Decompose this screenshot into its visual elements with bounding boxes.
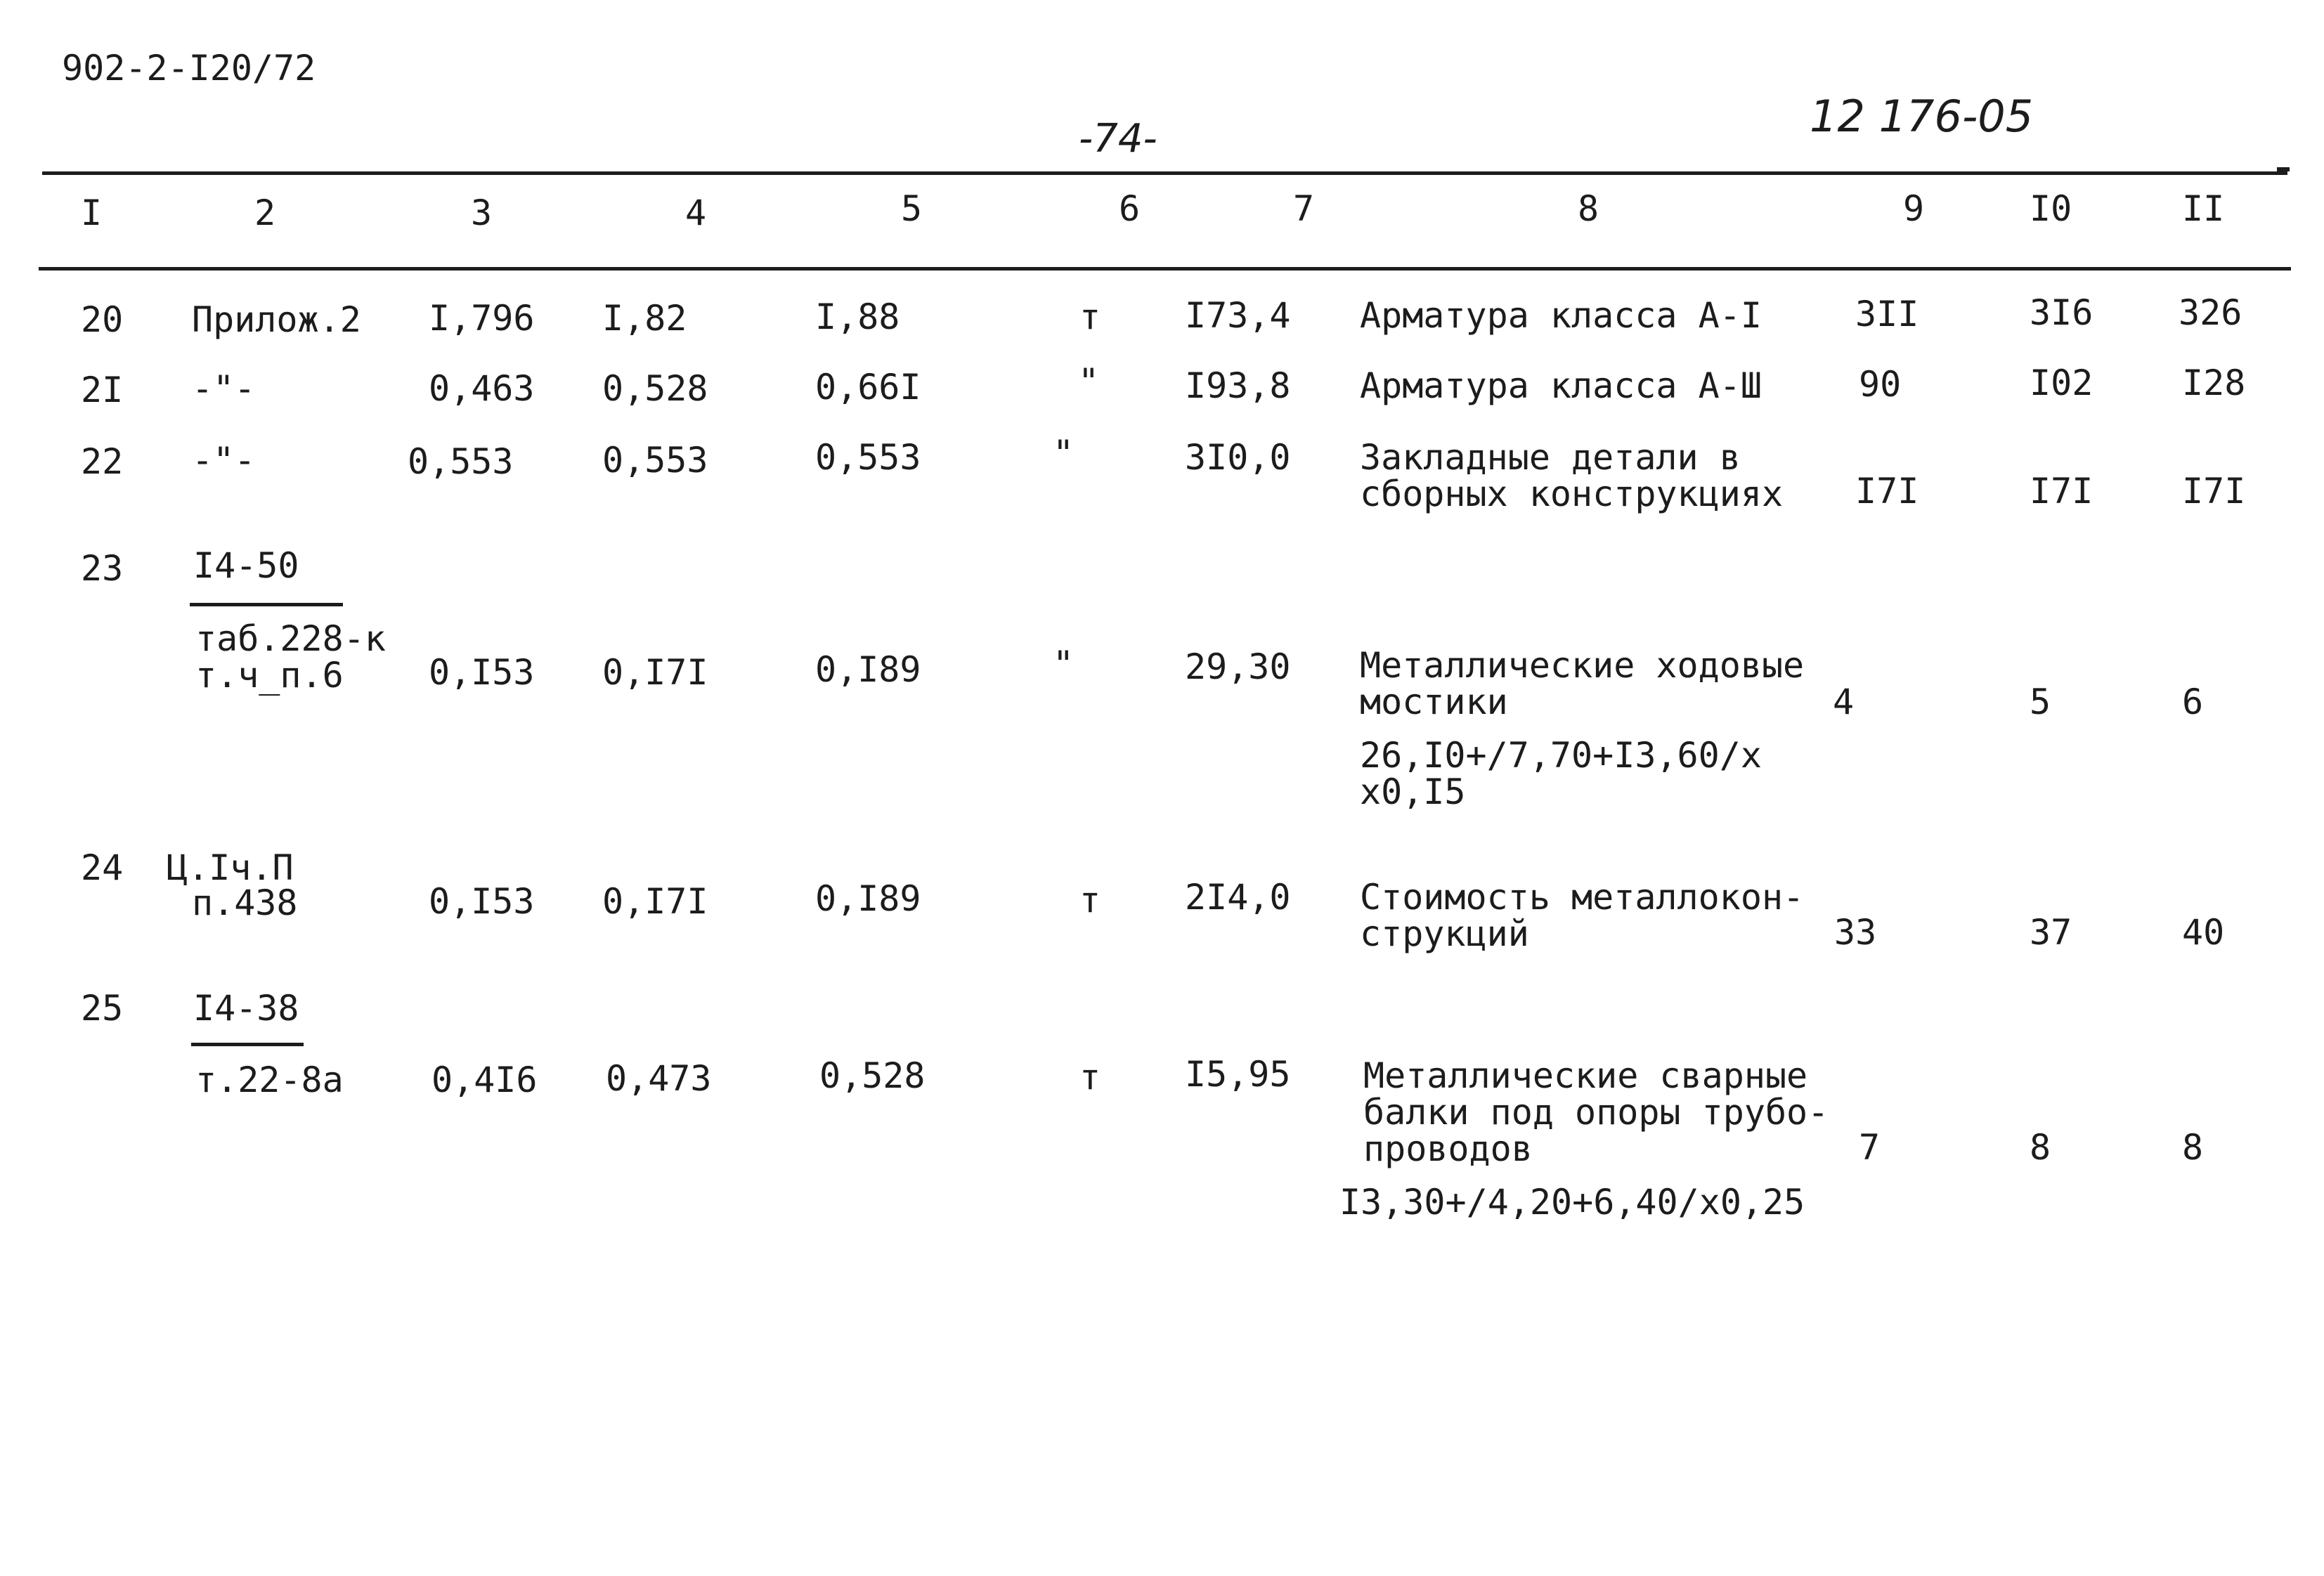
col4-value: 0,I7I bbox=[602, 881, 708, 922]
col11-value: I28 bbox=[2182, 363, 2246, 403]
col4-value: I,82 bbox=[602, 298, 687, 339]
reference-line-2: п.438 bbox=[192, 883, 298, 923]
description-line-1: Металлические сварные bbox=[1363, 1055, 1808, 1096]
col5-value: 0,66I bbox=[815, 367, 921, 408]
header-col-7: 7 bbox=[1293, 188, 1315, 229]
reference-numerator: I4-38 bbox=[193, 988, 299, 1029]
row-reference: -"- bbox=[192, 440, 256, 481]
handwritten-code: 12 176-05 bbox=[1810, 91, 2034, 142]
table-top-rule bbox=[42, 171, 2287, 175]
description-line-1: Закладные детали в bbox=[1360, 437, 1741, 478]
reference-fraction-line bbox=[191, 1043, 304, 1046]
col5-value: 0,528 bbox=[819, 1055, 926, 1096]
col3-value: 0,I53 bbox=[429, 881, 535, 922]
unit: т bbox=[1079, 880, 1101, 920]
unit-price: I73,4 bbox=[1185, 295, 1291, 336]
unit: т bbox=[1079, 297, 1101, 337]
col9-value: 33 bbox=[1834, 912, 1877, 953]
header-col-11: II bbox=[2182, 188, 2225, 229]
row-number: 24 bbox=[81, 847, 124, 888]
header-col-5: 5 bbox=[901, 188, 923, 229]
col4-value: 0,473 bbox=[606, 1058, 712, 1099]
col4-value: 0,528 bbox=[602, 368, 708, 409]
calculation-line-1: I3,30+/4,20+6,40/х0,25 bbox=[1339, 1182, 1805, 1223]
col11-value: I7I bbox=[2182, 471, 2246, 512]
col11-value: 326 bbox=[2179, 292, 2242, 333]
description-line-1: Стоимость металлокон- bbox=[1360, 877, 1805, 918]
row-number: 2I bbox=[81, 370, 124, 410]
description-line-1: Металлические ходовые bbox=[1360, 645, 1805, 686]
row-number: 23 bbox=[81, 548, 124, 589]
table-top-rule-tip bbox=[2277, 167, 2290, 171]
header-col-8: 8 bbox=[1578, 188, 1599, 229]
description: Арматура класса А-Ш bbox=[1360, 365, 1762, 406]
reference-line-1: Ц.Iч.П bbox=[167, 847, 294, 888]
row-number: 20 bbox=[81, 299, 124, 340]
col11-value: 8 bbox=[2182, 1127, 2204, 1168]
document-code: 902-2-I20/72 bbox=[62, 48, 316, 89]
unit-price: I5,95 bbox=[1185, 1054, 1291, 1095]
page-number: -74- bbox=[1079, 116, 1157, 162]
col9-value: 3II bbox=[1855, 294, 1919, 334]
col4-value: 0,I7I bbox=[602, 652, 708, 693]
col3-value: 0,4I6 bbox=[431, 1060, 538, 1100]
unit-price: 2I4,0 bbox=[1185, 877, 1291, 918]
row-reference: -"- bbox=[192, 368, 256, 409]
unit-price: I93,8 bbox=[1185, 365, 1291, 406]
header-col-4: 4 bbox=[685, 193, 707, 233]
col5-value: 0,I89 bbox=[815, 878, 921, 919]
header-col-6: 6 bbox=[1119, 188, 1141, 229]
description-line-2: балки под опоры трубо- bbox=[1363, 1092, 1829, 1133]
unit: т bbox=[1079, 1057, 1101, 1098]
description-line-2: сборных конструкциях bbox=[1360, 474, 1784, 514]
col3-value: 0,553 bbox=[408, 441, 514, 482]
header-col-10: I0 bbox=[2030, 188, 2072, 229]
header-col-9: 9 bbox=[1903, 188, 1925, 229]
col4-value: 0,553 bbox=[602, 440, 708, 481]
col5-value: I,88 bbox=[815, 297, 900, 337]
col10-value: I02 bbox=[2030, 363, 2093, 403]
description-line-2: мостики bbox=[1360, 682, 1508, 722]
header-col-1: I bbox=[81, 193, 103, 233]
reference-line-1: таб.228-к bbox=[195, 618, 386, 659]
col10-value: I7I bbox=[2030, 471, 2093, 512]
row-number: 22 bbox=[81, 441, 124, 482]
row-number: 25 bbox=[81, 988, 124, 1029]
calculation-line-1: 26,I0+/7,70+I3,60/х bbox=[1360, 735, 1762, 776]
col9-value: 4 bbox=[1833, 682, 1855, 722]
reference-line-2: т.ч_п.6 bbox=[195, 655, 344, 696]
col5-value: 0,I89 bbox=[815, 649, 921, 690]
col11-value: 40 bbox=[2182, 912, 2225, 953]
row-reference: Прилож.2 bbox=[192, 299, 361, 340]
col11-value: 6 bbox=[2182, 682, 2204, 722]
col9-value: I7I bbox=[1855, 471, 1919, 512]
unit-price: 3I0,0 bbox=[1185, 437, 1291, 478]
header-col-2: 2 bbox=[254, 193, 276, 233]
col10-value: 37 bbox=[2030, 912, 2072, 953]
col10-value: 5 bbox=[2030, 682, 2051, 722]
col9-value: 90 bbox=[1859, 364, 1902, 405]
description: Арматура класса А-I bbox=[1360, 295, 1762, 336]
header-col-3: 3 bbox=[471, 193, 493, 233]
unit-price: 29,30 bbox=[1185, 646, 1291, 687]
table-header-rule bbox=[39, 267, 2291, 271]
unit: " bbox=[1053, 433, 1075, 474]
col3-value: 0,463 bbox=[429, 368, 535, 409]
col10-value: 3I6 bbox=[2030, 292, 2093, 333]
reference-fraction-line bbox=[190, 603, 343, 606]
description-line-3: проводов bbox=[1363, 1128, 1533, 1169]
description-line-2: струкций bbox=[1360, 913, 1529, 954]
col9-value: 7 bbox=[1859, 1127, 1881, 1168]
unit: " bbox=[1078, 361, 1100, 402]
unit: " bbox=[1053, 644, 1075, 684]
col5-value: 0,553 bbox=[815, 437, 921, 478]
col10-value: 8 bbox=[2030, 1127, 2051, 1168]
reference-line-1: т.22-8а bbox=[195, 1060, 344, 1100]
col3-value: I,796 bbox=[429, 298, 535, 339]
reference-numerator: I4-50 bbox=[193, 545, 299, 586]
col3-value: 0,I53 bbox=[429, 652, 535, 693]
calculation-line-2: х0,I5 bbox=[1360, 771, 1466, 812]
